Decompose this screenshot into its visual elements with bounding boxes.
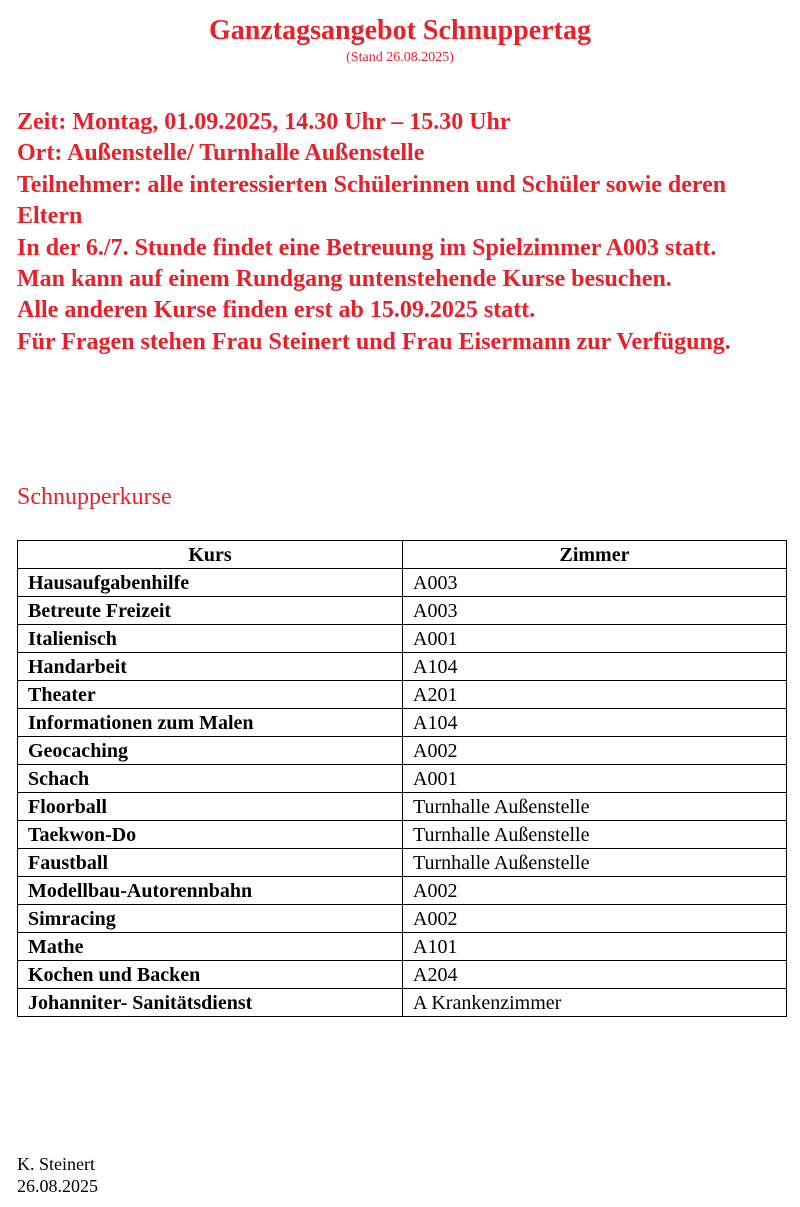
course-room: A001 (403, 765, 787, 793)
course-name: Modellbau-Autorennbahn (18, 877, 403, 905)
info-line-other-courses: Alle anderen Kurse finden erst ab 15.09.2025 statt. (17, 297, 536, 324)
course-room: A002 (403, 877, 787, 905)
course-room: A003 (403, 597, 787, 625)
table-header-row (18, 541, 787, 569)
course-name: Hausaufgabenhilfe (18, 569, 403, 597)
table-row (18, 625, 787, 653)
table-row (18, 989, 787, 1017)
course-name: Simracing (18, 905, 403, 933)
course-room: A104 (403, 653, 787, 681)
info-block (17, 107, 787, 358)
info-line-location: Ort: Außenstelle/ Turnhalle Außenstelle (17, 140, 425, 167)
course-room: Turnhalle Außenstelle (403, 821, 787, 849)
courses-table (17, 540, 787, 1017)
stand-date: (Stand 26.08.2025) (346, 50, 454, 65)
course-name: Kochen und Backen (18, 961, 403, 989)
table-row (18, 653, 787, 681)
course-name: Italienisch (18, 625, 403, 653)
course-room: A204 (403, 961, 787, 989)
course-name: Taekwon-Do (18, 821, 403, 849)
table-row (18, 737, 787, 765)
course-room: A001 (403, 625, 787, 653)
course-room: Turnhalle Außenstelle (403, 793, 787, 821)
course-name: Handarbeit (18, 653, 403, 681)
column-header-zimmer: Zimmer (403, 541, 787, 569)
table-row (18, 933, 787, 961)
info-line-questions: Für Fragen stehen Frau Steinert und Frau Eisermann zur Verfügung. (17, 328, 731, 355)
document-title: Ganztagsangebot Schnuppertag (209, 15, 591, 46)
table-row (18, 849, 787, 877)
course-room: A002 (403, 737, 787, 765)
course-name: Johanniter- Sanitätsdienst (18, 989, 403, 1017)
table-row (18, 765, 787, 793)
signature-name: K. Steinert (17, 1154, 95, 1174)
table-row (18, 793, 787, 821)
table-row (18, 821, 787, 849)
column-header-kurs: Kurs (18, 541, 403, 569)
table-row (18, 905, 787, 933)
course-name: Schach (18, 765, 403, 793)
table-body (18, 569, 787, 1017)
course-name: Floorball (18, 793, 403, 821)
table-row (18, 961, 787, 989)
table-row (18, 709, 787, 737)
course-room: A003 (403, 569, 787, 597)
course-room: A201 (403, 681, 787, 709)
table-row (18, 569, 787, 597)
course-room: A104 (403, 709, 787, 737)
course-room: A002 (403, 905, 787, 933)
table-row (18, 877, 787, 905)
table-row (18, 681, 787, 709)
course-room: A Krankenzimmer (403, 989, 787, 1017)
course-name: Theater (18, 681, 403, 709)
signature-date: 26.08.2025 (17, 1176, 98, 1196)
signature (17, 1153, 98, 1197)
course-name: Geocaching (18, 737, 403, 765)
info-line-tour: Man kann auf einem Rundgang untenstehende Kurse besuchen. (17, 266, 672, 293)
info-line-supervision: In der 6./7. Stunde findet eine Betreuung im Spielzimmer A003 statt. (17, 234, 717, 261)
course-name: Faustball (18, 849, 403, 877)
course-name: Betreute Freizeit (18, 597, 403, 625)
course-room: A101 (403, 933, 787, 961)
course-name: Mathe (18, 933, 403, 961)
course-room: Turnhalle Außenstelle (403, 849, 787, 877)
section-heading: Schnupperkurse (17, 484, 172, 510)
table-row (18, 597, 787, 625)
course-name: Informationen zum Malen (18, 709, 403, 737)
info-line-participants: Teilnehmer: alle interessierten Schülerinnen und Schüler sowie deren Eltern (17, 171, 727, 230)
info-line-time: Zeit: Montag, 01.09.2025, 14.30 Uhr – 15.30 Uhr (17, 109, 511, 135)
